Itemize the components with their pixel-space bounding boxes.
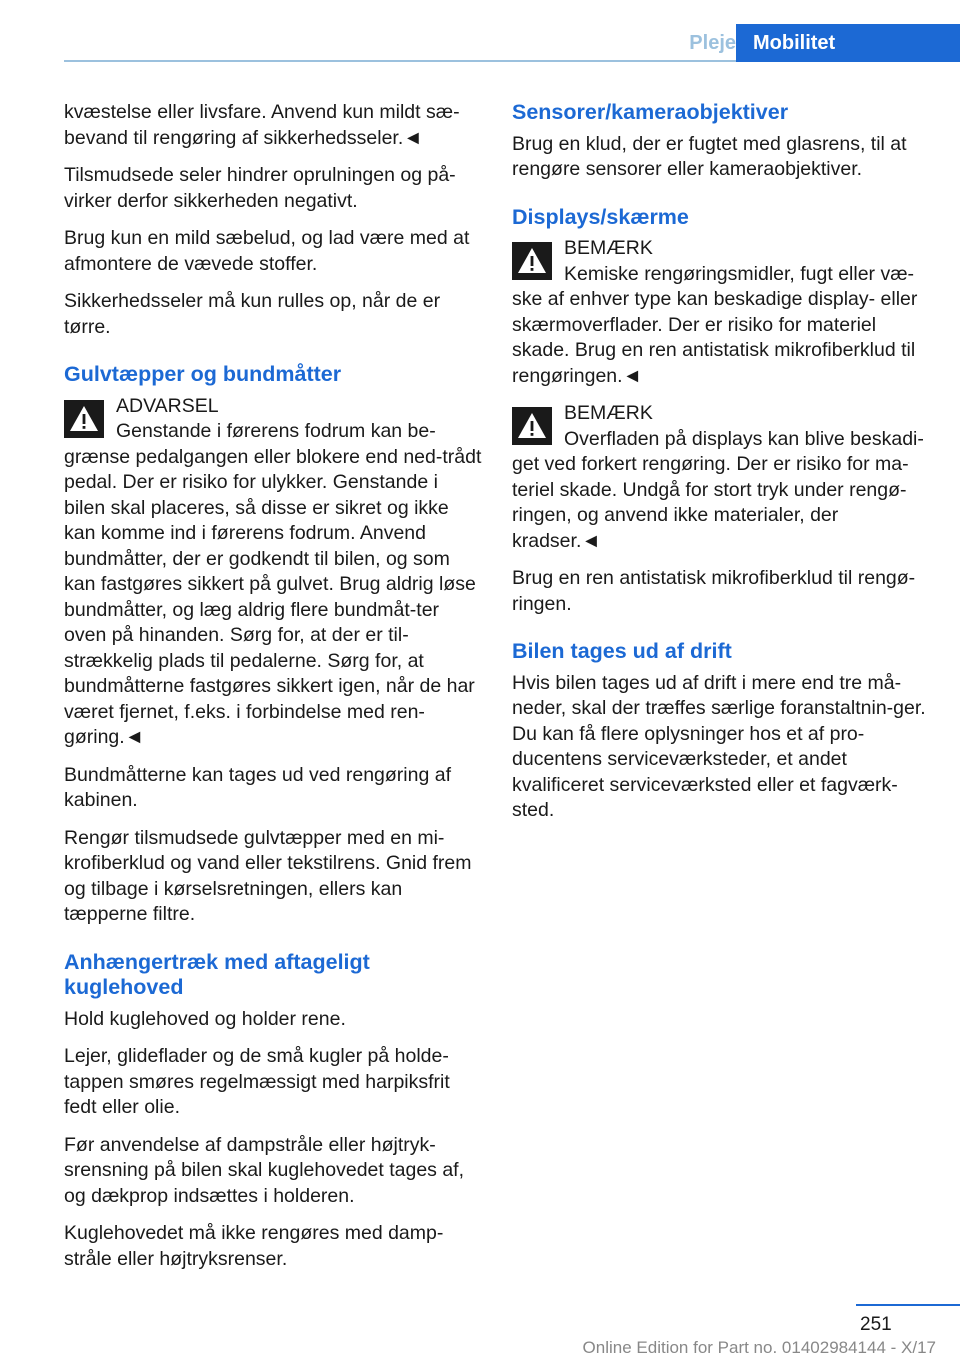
paragraph: Kuglehovedet må ikke rengøres med damp-stråle eller højtryksrenser.	[64, 1222, 444, 1270]
warning-triangle-icon	[512, 407, 552, 445]
warning-triangle-icon	[512, 242, 552, 280]
warning-title: ADVARSEL	[116, 394, 219, 417]
note-text: Kemiske rengøringsmidler, fugt eller væ-ske af enhver type kan beskadige display- eller skærmoverflader. Der er risiko for materiel skade. Brug en ren antistatisk mikrofiberklud til rengøringen.◄	[512, 262, 918, 387]
edition-footer: Online Edition for Part no. 01402984144 - X/17	[582, 1338, 936, 1357]
note-block	[512, 236, 928, 389]
tab-mobilitet[interactable]: Mobilitet	[736, 24, 960, 62]
section-heading: Sensorer/kameraobjektiver	[512, 100, 789, 124]
note-block	[512, 401, 928, 554]
right-column	[512, 100, 928, 836]
page-number: 251	[860, 1314, 892, 1335]
note-text: Overfladen på displays kan blive beskadi-get ved forkert rengøring. Der er risiko for ma-teriel skade. Undgå for stort tryk under rengø-ringen, og anvend ikke materialer, der kradser.◄	[512, 427, 924, 552]
paragraph: kvæstelse eller livsfare. Anvend kun mildt sæ-bevand til rengøring af sikkerhedsseler.◄	[64, 101, 460, 149]
warning-block	[64, 394, 482, 751]
paragraph: Brug kun en mild sæbelud, og lad være med at afmontere de vævede stoffer.	[64, 227, 470, 275]
warning-triangle-icon	[64, 400, 104, 438]
paragraph: Lejer, glideflader og de små kugler på holde-tappen smøres regelmæssigt med harpiksfrit fedt eller olie.	[64, 1045, 450, 1118]
note-title: BEMÆRK	[564, 402, 653, 424]
paragraph: Sikkerhedsseler må kun rulles op, når de er tørre.	[64, 290, 441, 338]
left-column	[64, 100, 482, 1284]
section-heading: Displays/skærme	[512, 204, 689, 229]
paragraph: Brug en klud, der er fugtet med glasrens, til at rengøre sensorer eller kameraobjektiver.	[512, 132, 907, 180]
paragraph: Bundmåtterne kan tages ud ved rengøring af kabinen.	[64, 763, 451, 811]
note-title: BEMÆRK	[564, 237, 653, 259]
paragraph: Hold kuglehoved og holder rene.	[64, 1007, 346, 1030]
section-heading: Anhængertræk med aftageligt kuglehoved	[64, 949, 370, 999]
paragraph: Rengør tilsmudsede gulvtæpper med en mi-krofiberklud og vand eller tekstilrens. Gnid frem og tilbage i kørselsretningen, ellers kan tæpperne filtre.	[64, 826, 472, 925]
footer-rule	[856, 1304, 960, 1306]
paragraph: Brug en ren antistatisk mikrofiberklud til rengø-ringen.	[512, 567, 916, 615]
tab-pleje[interactable]: Pleje	[689, 32, 736, 54]
paragraph: Tilsmudsede seler hindrer oprulningen og på-virker derfor sikkerheden negativt.	[64, 164, 456, 212]
paragraph: Før anvendelse af dampstråle eller højtryk-srensning på bilen skal kuglehovedet tages af, og dækprop indsættes i holderen.	[64, 1133, 465, 1207]
section-heading: Gulvtæpper og bundmåtter	[64, 362, 342, 386]
paragraph: Hvis bilen tages ud af drift i mere end tre må-neder, skal der træffes særlige foranstaltnin-ger. Du kan få flere oplysninger hos et af pro-ducentens serviceværksteder, et andet kvalificeret serviceværksted eller et fagværk-sted.	[512, 671, 926, 821]
warning-text: Genstande i førerens fodrum kan be-grænse pedalgangen eller blokere end ned-trådt pedal. Der er risiko for ulykker. Genstande i bilen skal placeres, så disse er sikret og ikke kan komme ind i førerens fodrum. Anvend bundmåtter, der er godkendt til bilen, og som kan fastgøres sikkert på gulvet. Brug aldrig løse bundmåtter, og læg aldrig flere bundmåt-ter oven på hinanden. Sørg for, at der er til-strækkelig plads til pedalerne. Sørg for, at bundmåtterne fastgøres sikkert igen, når de har været fjernet, f.eks. i forbindelse med ren-gøring.◄	[64, 420, 482, 748]
section-heading: Bilen tages ud af drift	[512, 639, 732, 663]
